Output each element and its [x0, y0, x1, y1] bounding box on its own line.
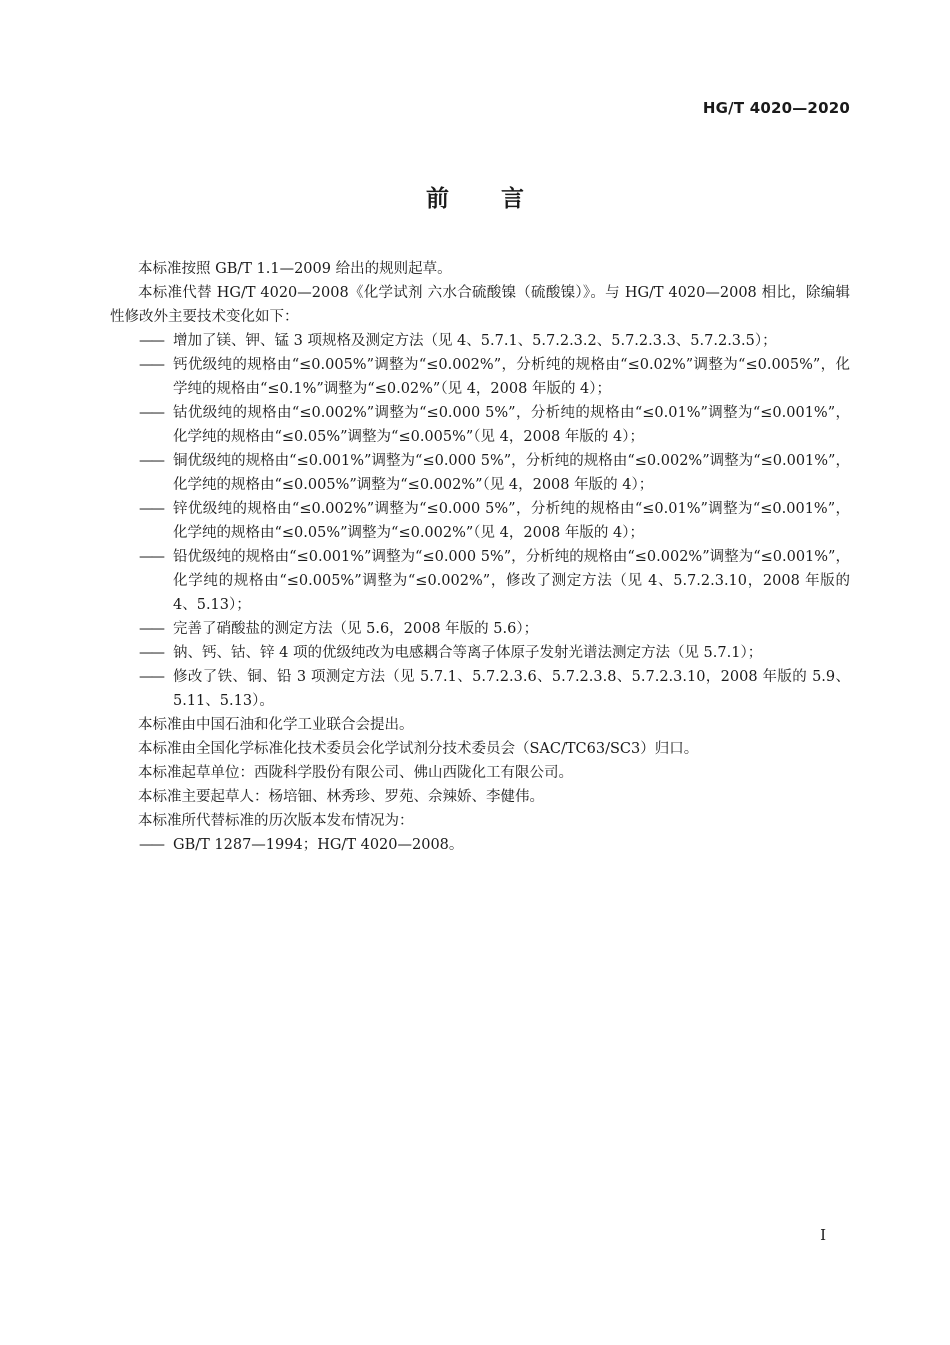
paragraph-proposed-by: 本标准由中国石油和化学工业联合会提出。: [138, 717, 414, 733]
dash-mark: ——: [139, 357, 162, 373]
change-item-text: 钙优级纯的规格由“≤0.005%”调整为“≤0.002%”，分析纯的规格由“≤0.02%”调整为“≤0.005%”，化学纯的规格由“≤0.1%”调整为“≤0.02%”（见 4，2008 年版的 4）；: [173, 357, 850, 397]
history-item: [110, 833, 850, 857]
change-item: [110, 617, 850, 641]
paragraph-centralized-by: 本标准由全国化学标准化技术委员会化学试剂分技术委员会（SAC/TC63/SC3）归口。: [138, 741, 699, 757]
change-item-text: 钴优级纯的规格由“≤0.002%”调整为“≤0.000 5%”，分析纯的规格由“≤0.01%”调整为“≤0.001%”，化学纯的规格由“≤0.05%”调整为“≤0.005%”（见 4，2008 年版的 4）；: [173, 405, 850, 445]
dash-mark: ——: [139, 549, 162, 565]
standard-code: HG/T 4020—2020: [702, 99, 850, 117]
dash-mark: ——: [139, 501, 162, 517]
change-item: [110, 497, 850, 545]
page-title: 前言: [426, 186, 576, 212]
change-item-text: 锌优级纯的规格由“≤0.002%”调整为“≤0.000 5%”，分析纯的规格由“≤0.01%”调整为“≤0.001%”，化学纯的规格由“≤0.05%”调整为“≤0.002%”（见 4，2008 年版的 4）；: [173, 501, 850, 541]
dash-mark: ——: [139, 333, 162, 349]
dash-mark: ——: [139, 453, 162, 469]
change-item: [110, 665, 850, 713]
page-number: I: [820, 1226, 826, 1244]
foreword-body: [110, 257, 850, 857]
paragraph-drafters: 本标准主要起草人：杨培钿、林秀珍、罗苑、佘辣娇、李健伟。: [138, 789, 544, 805]
change-item: [110, 641, 850, 665]
change-item: [110, 401, 850, 449]
change-item-text: 铅优级纯的规格由“≤0.001%”调整为“≤0.000 5%”，分析纯的规格由“≤0.002%”调整为“≤0.001%”，化学纯的规格由“≤0.005%”调整为“≤0.002%”，修改了测定方法（见 4、5.7.2.3.10，2008 年版的 4、5.13）；: [173, 549, 850, 613]
change-item-text: 修改了铁、铜、铅 3 项测定方法（见 5.7.1、5.7.2.3.6、5.7.2.3.8、5.7.2.3.10，2008 年版的 5.9、5.11、5.13）。: [173, 669, 850, 709]
change-item: [110, 545, 850, 617]
change-item: [110, 449, 850, 497]
dash-mark: ——: [139, 621, 162, 637]
dash-mark: ——: [139, 405, 162, 421]
dash-mark: ——: [139, 837, 162, 853]
paragraph-history-intro: 本标准所代替标准的历次版本发布情况为：: [138, 813, 414, 829]
paragraph-replacement: 本标准代替 HG/T 4020—2008《化学试剂 六水合硫酸镍（硫酸镍）》。与 HG/T 4020—2008 相比，除编辑性修改外主要技术变化如下：: [110, 285, 850, 325]
paragraph-drafting-units: 本标准起草单位：西陇科学股份有限公司、佛山西陇化工有限公司。: [138, 765, 573, 781]
change-item-text: 增加了镁、钾、锰 3 项规格及测定方法（见 4、5.7.1、5.7.2.3.2、5.7.2.3.3、5.7.2.3.5）；: [173, 333, 777, 349]
dash-mark: ——: [139, 669, 162, 685]
change-item-text: 完善了硝酸盐的测定方法（见 5.6，2008 年版的 5.6）；: [173, 621, 539, 637]
change-item-text: 铜优级纯的规格由“≤0.001%”调整为“≤0.000 5%”，分析纯的规格由“≤0.002%”调整为“≤0.001%”，化学纯的规格由“≤0.005%”调整为“≤0.002%”（见 4，2008 年版的 4）；: [173, 453, 850, 493]
history-item-text: GB/T 1287—1994；HG/T 4020—2008。: [173, 837, 464, 853]
paragraph-drafting-rule: 本标准按照 GB/T 1.1—2009 给出的规则起草。: [138, 261, 452, 277]
change-item: [110, 353, 850, 401]
change-item: [110, 329, 850, 353]
dash-mark: ——: [139, 645, 162, 661]
change-item-text: 钠、钙、钴、锌 4 项的优级纯改为电感耦合等离子体原子发射光谱法测定方法（见 5.7.1）；: [173, 645, 763, 661]
